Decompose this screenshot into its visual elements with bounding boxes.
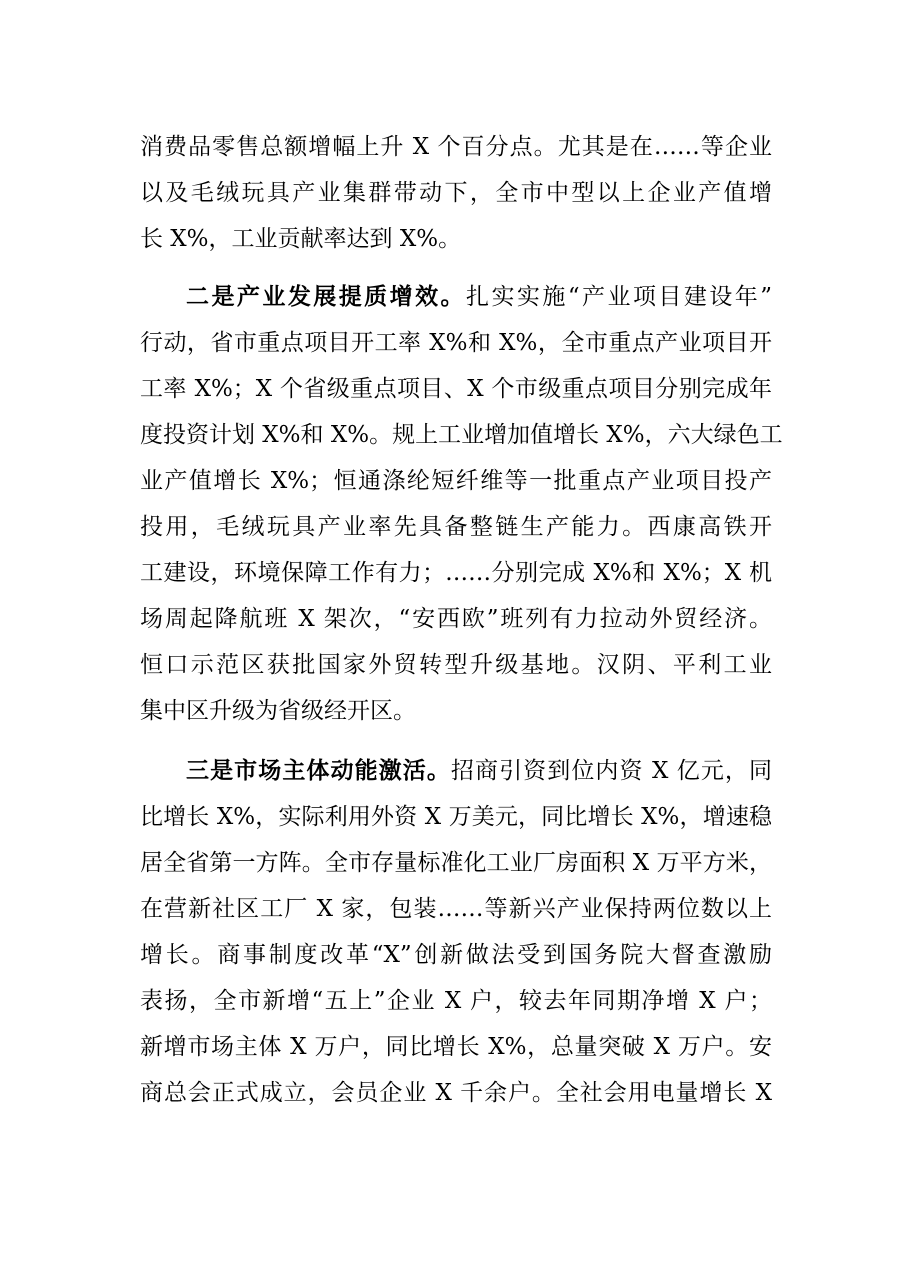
paragraph-line: 集中区升级为省级经开区。 (140, 698, 416, 724)
paragraph-line: 消费品零售总额增幅上升 X 个百分点。尤其是在……等企业 (140, 134, 772, 160)
paragraph-line: 行动，省市重点项目开工率 X%和 X%，全市重点产业项目开 (140, 330, 772, 356)
paragraph-line: 表扬，全市新增“五上”企业 X 户，较去年同期净增 X 户； (140, 988, 772, 1014)
paragraph-text: 招商引资到位内资 X 亿元，同 (450, 758, 773, 784)
paragraph-line: 场周起降航班 X 架次，“安西欧”班列有力拉动外贸经济。 (140, 606, 772, 632)
paragraph-line: 长 X%，工业贡献率达到 X%。 (140, 226, 462, 252)
paragraph-line: 以及毛绒玩具产业集群带动下，全市中型以上企业产值增 (140, 180, 772, 206)
paragraph-heading: 二是产业发展提质增效。 (186, 283, 467, 310)
paragraph-line: 新增市场主体 X 万户，同比增长 X%，总量突破 X 万户。安 (140, 1034, 772, 1060)
paragraph-line: 居全省第一方阵。全市存量标准化工业厂房面积 X 万平方米， (140, 850, 772, 876)
paragraph-text: 扎实实施“产业项目建设年” (466, 284, 772, 310)
paragraph-line: 增长。商事制度改革“X”创新做法受到国务院大督查激励 (140, 942, 772, 968)
paragraph-first-line (186, 282, 772, 312)
paragraph-line: 工建设，环境保障工作有力；……分别完成 X%和 X%；X 机 (140, 560, 772, 586)
paragraph-line: 投用，毛绒玩具产业率先具备整链生产能力。西康高铁开 (140, 514, 772, 540)
paragraph-line: 商总会正式成立，会员企业 X 千余户。全社会用电量增长 X (140, 1080, 772, 1106)
paragraph-line: 业产值增长 X%；恒通涤纶短纤维等一批重点产业项目投产 (140, 468, 772, 494)
paragraph-line: 在营新社区工厂 X 家，包装……等新兴产业保持两位数以上 (140, 896, 772, 922)
paragraph-heading: 三是市场主体动能激活。 (186, 757, 451, 784)
paragraph-line: 恒口示范区获批国家外贸转型升级基地。汉阴、平利工业 (140, 652, 772, 678)
paragraph-first-line (186, 756, 772, 786)
paragraph-line: 度投资计划 X%和 X%。规上工业增加值增长 X%，六大绿色工 (140, 422, 783, 448)
paragraph-line: 工率 X%；X 个省级重点项目、X 个市级重点项目分别完成年 (140, 376, 772, 402)
paragraph-line: 比增长 X%，实际利用外资 X 万美元，同比增长 X%，增速稳 (140, 804, 772, 830)
